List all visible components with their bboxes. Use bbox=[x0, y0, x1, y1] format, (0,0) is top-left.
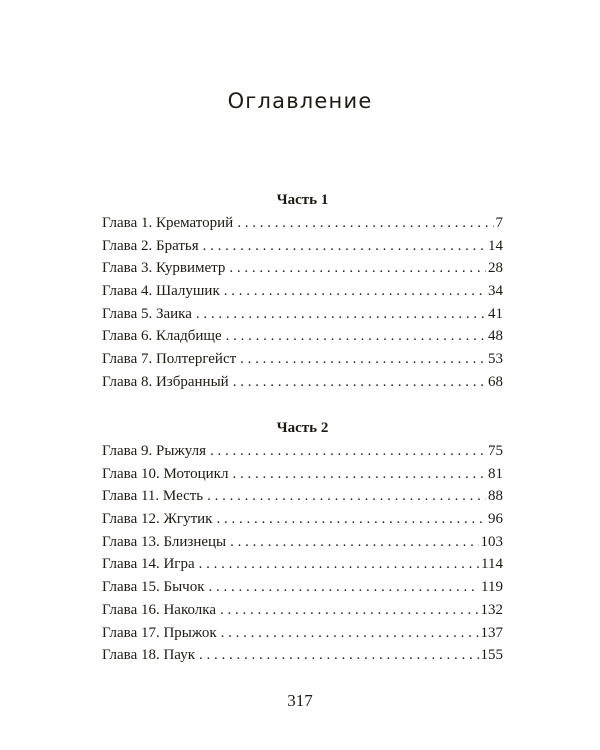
chapter-title: Глава 14. Игра bbox=[102, 556, 195, 573]
chapter-title: Глава 5. Заика bbox=[102, 305, 192, 322]
dot-leader bbox=[207, 486, 486, 506]
dot-leader bbox=[196, 304, 486, 324]
chapter-page-number: 14 bbox=[488, 237, 503, 254]
toc-entry-chapter-17[interactable] bbox=[102, 623, 503, 646]
toc-entry-chapter-11[interactable] bbox=[102, 486, 503, 509]
toc-entry-chapter-3[interactable] bbox=[102, 258, 503, 281]
dot-leader bbox=[237, 213, 493, 233]
chapter-title: Глава 15. Бычок bbox=[102, 579, 205, 596]
dot-leader bbox=[240, 349, 486, 369]
toc-entry-chapter-16[interactable] bbox=[102, 600, 503, 623]
chapter-title: Глава 6. Кладбище bbox=[102, 328, 222, 345]
chapter-page-number: 7 bbox=[495, 215, 503, 231]
chapter-page-number: 119 bbox=[481, 579, 503, 596]
chapter-page-number: 53 bbox=[488, 351, 503, 368]
chapter-title: Глава 1. Крематорий bbox=[102, 215, 234, 231]
chapter-title: Глава 8. Избранный bbox=[102, 373, 229, 390]
chapter-page-number: 137 bbox=[480, 624, 503, 641]
chapter-title: Глава 12. Жгутик bbox=[102, 511, 213, 528]
dot-leader bbox=[199, 554, 479, 574]
toc-entry-chapter-12[interactable] bbox=[102, 509, 503, 532]
toc-entry-chapter-14[interactable] bbox=[102, 554, 503, 577]
dot-leader bbox=[230, 532, 478, 552]
page-title: Оглавление bbox=[227, 89, 373, 113]
dot-leader bbox=[232, 464, 486, 484]
chapter-title: Глава 16. Наколка bbox=[102, 601, 217, 618]
chapter-page-number: 103 bbox=[480, 533, 503, 550]
part-2-chapter-list bbox=[102, 441, 503, 668]
dot-leader bbox=[209, 577, 480, 597]
chapter-title: Глава 9. Рыжуля bbox=[102, 443, 206, 459]
part-heading-2: Часть 2 bbox=[276, 420, 329, 436]
page-number: 317 bbox=[287, 691, 313, 710]
part-heading-1: Часть 1 bbox=[276, 192, 329, 208]
chapter-title: Глава 13. Близнецы bbox=[102, 533, 227, 550]
chapter-page-number: 132 bbox=[480, 601, 503, 618]
toc-entry-chapter-13[interactable] bbox=[102, 532, 503, 555]
chapter-title: Глава 11. Месть bbox=[102, 488, 204, 505]
chapter-page-number: 48 bbox=[488, 328, 503, 345]
dot-leader bbox=[224, 281, 486, 301]
toc-entry-chapter-2[interactable] bbox=[102, 236, 503, 259]
chapter-page-number: 75 bbox=[488, 443, 503, 459]
chapter-title: Глава 17. Прыжок bbox=[102, 624, 217, 641]
chapter-page-number: 34 bbox=[488, 283, 503, 300]
toc-entry-chapter-15[interactable] bbox=[102, 577, 503, 600]
chapter-page-number: 155 bbox=[480, 647, 503, 664]
chapter-page-number: 41 bbox=[488, 305, 503, 322]
toc-entry-chapter-9[interactable] bbox=[102, 441, 503, 464]
chapter-page-number: 88 bbox=[488, 488, 503, 505]
dot-leader bbox=[210, 441, 486, 461]
dot-leader bbox=[233, 372, 486, 392]
chapter-title: Глава 3. Курвиметр bbox=[102, 260, 226, 277]
chapter-page-number: 81 bbox=[488, 465, 503, 482]
dot-leader bbox=[229, 258, 486, 278]
chapter-title: Глава 18. Паук bbox=[102, 647, 195, 664]
toc-entry-chapter-8[interactable] bbox=[102, 372, 503, 395]
chapter-title: Глава 7. Полтергейст bbox=[102, 351, 237, 368]
chapter-title: Глава 4. Шалушик bbox=[102, 283, 220, 300]
chapter-title: Глава 2. Братья bbox=[102, 237, 199, 254]
dot-leader bbox=[216, 509, 486, 529]
chapter-title: Глава 10. Мотоцикл bbox=[102, 465, 229, 482]
dot-leader bbox=[203, 236, 486, 256]
toc-entry-chapter-1[interactable] bbox=[102, 213, 503, 236]
toc-entry-chapter-5[interactable] bbox=[102, 304, 503, 327]
dot-leader bbox=[226, 326, 486, 346]
dot-leader bbox=[199, 645, 479, 665]
chapter-page-number: 96 bbox=[488, 511, 503, 528]
chapter-page-number: 28 bbox=[488, 260, 503, 277]
toc-entry-chapter-6[interactable] bbox=[102, 326, 503, 349]
dot-leader bbox=[220, 600, 478, 620]
toc-entry-chapter-4[interactable] bbox=[102, 281, 503, 304]
toc-entry-chapter-18[interactable] bbox=[102, 645, 503, 668]
toc-entry-chapter-10[interactable] bbox=[102, 464, 503, 487]
part-1-chapter-list bbox=[102, 213, 503, 395]
toc-entry-chapter-7[interactable] bbox=[102, 349, 503, 372]
dot-leader bbox=[221, 623, 479, 643]
chapter-page-number: 68 bbox=[488, 373, 503, 390]
chapter-page-number: 114 bbox=[481, 556, 503, 573]
